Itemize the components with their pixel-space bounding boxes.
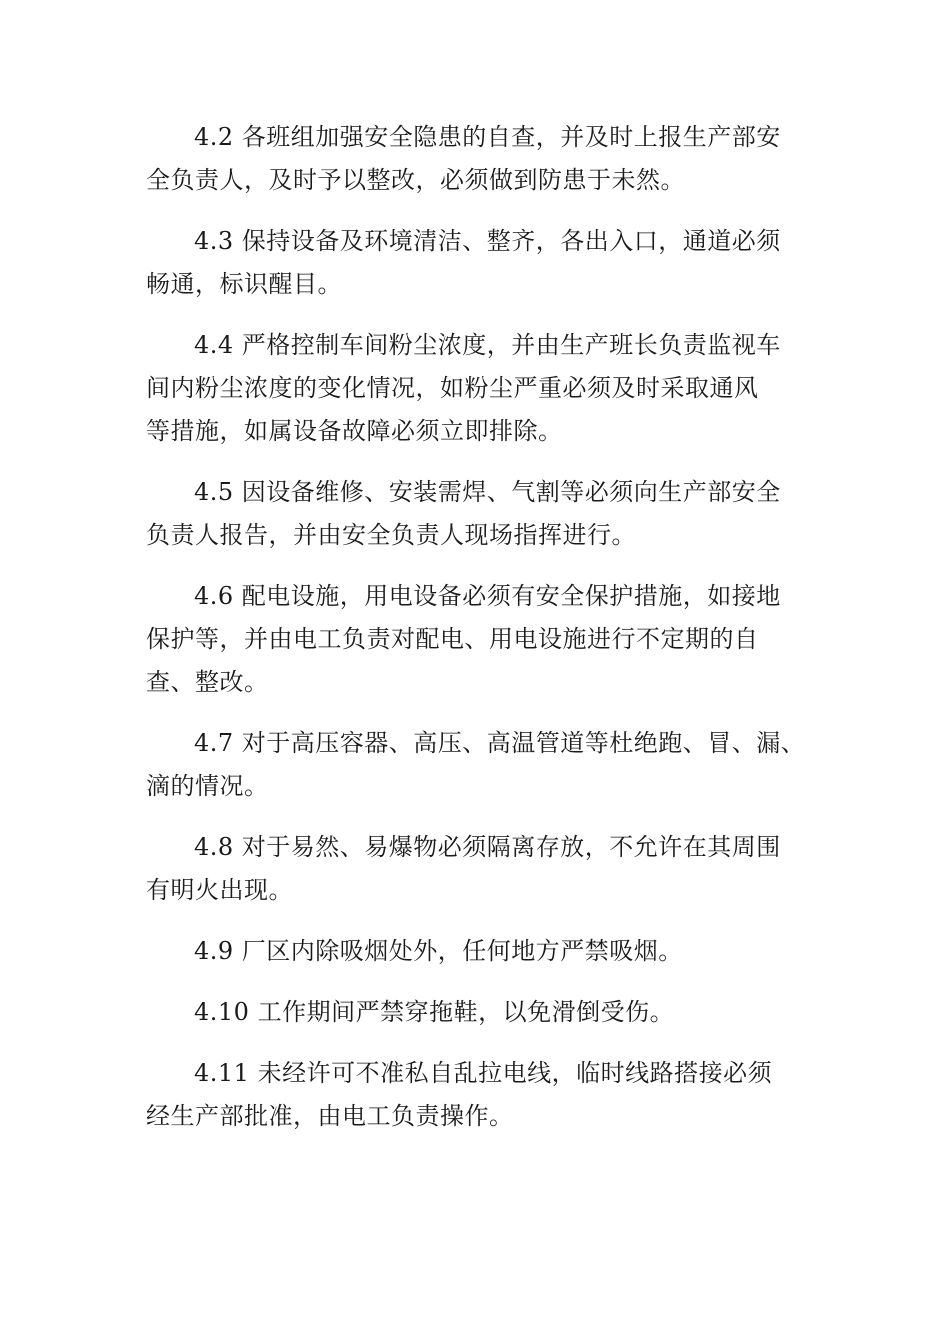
paragraph-4-7: [146, 722, 816, 808]
paragraph-line: 保护等，并由电工负责对配电、用电设施进行不定期的自: [146, 625, 759, 653]
paragraph-4-5: [146, 471, 816, 557]
paragraph-line: 负责人报告，并由安全负责人现场指挥进行。: [146, 521, 636, 549]
paragraph-4-3: [146, 220, 816, 306]
paragraph-line: 4.11 未经许可不准私自乱拉电线，临时线路搭接必须: [194, 1059, 773, 1087]
paragraph-4-11: [146, 1052, 816, 1138]
paragraph-line: 4.2 各班组加强安全隐患的自查，并及时上报生产部安: [194, 123, 781, 151]
paragraph-line: 4.3 保持设备及环境清洁、整齐，各出入口，通道必须: [194, 227, 781, 255]
paragraph-4-2: [146, 116, 816, 202]
paragraph-line: 4.5 因设备维修、安装需焊、气割等必须向生产部安全: [194, 478, 781, 506]
paragraph-line: 4.10 工作期间严禁穿拖鞋，以免滑倒受伤。: [194, 998, 675, 1026]
paragraph-line: 4.7 对于高压容器、高压、高温管道等杜绝跑、冒、漏、: [194, 729, 806, 757]
paragraph-line: 查、整改。: [146, 668, 269, 696]
paragraph-4-9: [146, 930, 816, 973]
paragraph-line: 等措施，如属设备故障必须立即排除。: [146, 417, 563, 445]
paragraph-line: 4.6 配电设施，用电设备必须有安全保护措施，如接地: [194, 582, 781, 610]
document-body: [146, 116, 816, 1156]
paragraph-4-6: [146, 575, 816, 704]
paragraph-line: 畅通，标识醒目。: [146, 270, 342, 298]
paragraph-line: 经生产部批准，由电工负责操作。: [146, 1102, 514, 1130]
paragraph-4-4: [146, 324, 816, 453]
paragraph-4-10: [146, 991, 816, 1034]
paragraph-line: 4.9 厂区内除吸烟处外，任何地方严禁吸烟。: [194, 937, 683, 965]
paragraph-line: 全负责人，及时予以整改，必须做到防患于未然。: [146, 166, 685, 194]
paragraph-line: 4.4 严格控制车间粉尘浓度，并由生产班长负责监视车: [194, 331, 781, 359]
paragraph-4-8: [146, 826, 816, 912]
paragraph-line: 滴的情况。: [146, 772, 269, 800]
paragraph-line: 4.8 对于易然、易爆物必须隔离存放，不允许在其周围: [194, 833, 781, 861]
paragraph-line: 有明火出现。: [146, 876, 293, 904]
paragraph-line: 间内粉尘浓度的变化情况，如粉尘严重必须及时采取通风: [146, 374, 759, 402]
